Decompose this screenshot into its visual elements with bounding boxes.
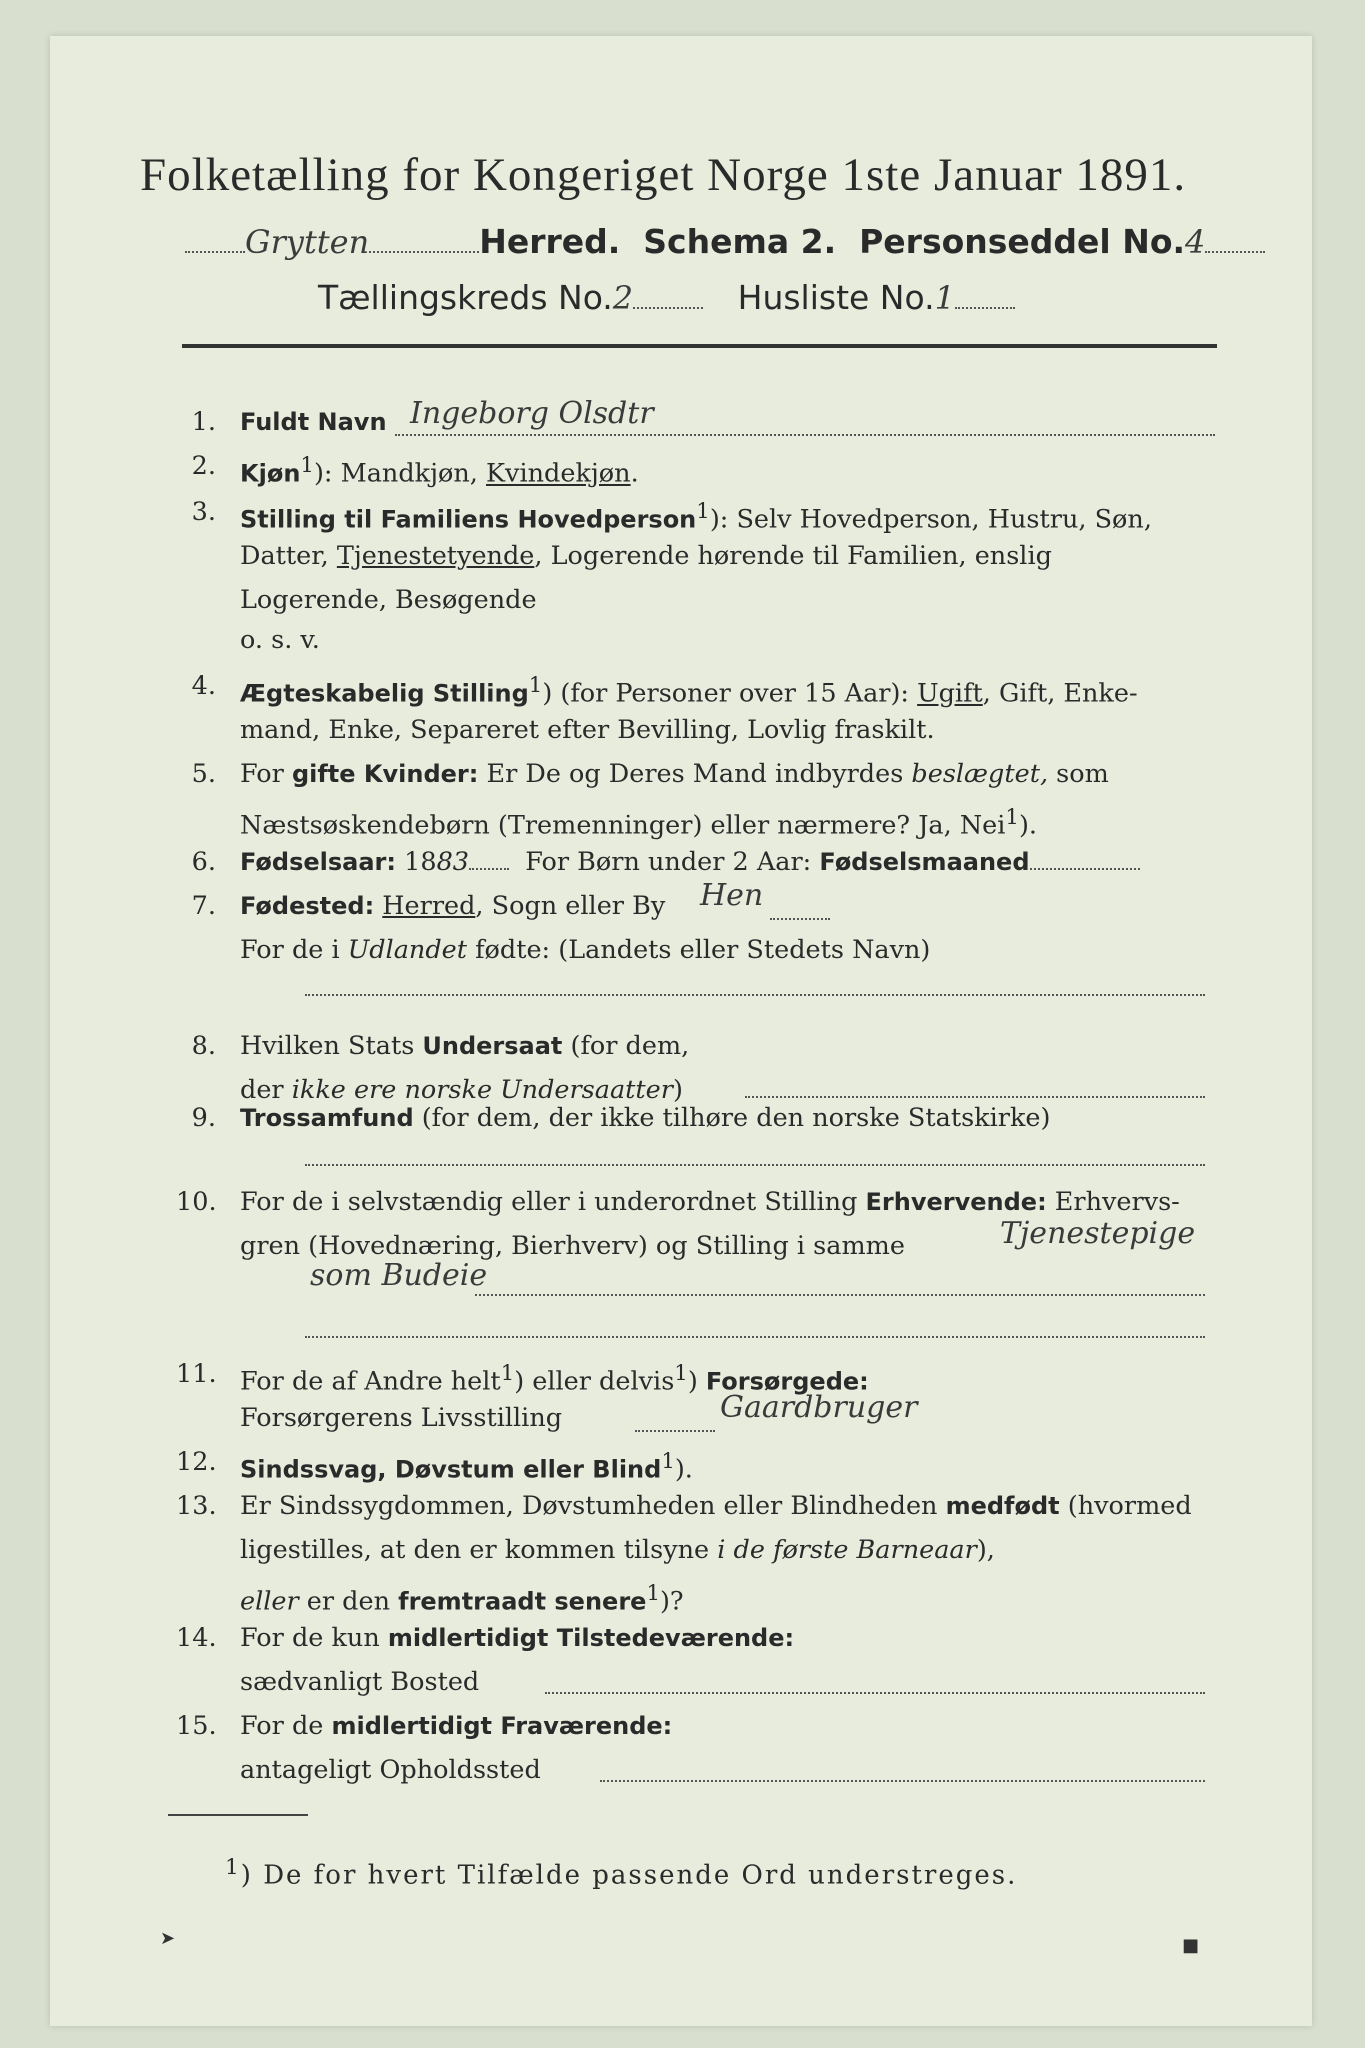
personseddel-label: Personseddel No.: [859, 222, 1186, 261]
herred-label: Herred.: [479, 222, 621, 261]
provider-handwriting: Gaardbruger: [720, 1390, 918, 1425]
herred-name: Grytten: [245, 223, 370, 261]
birthplace-handwriting: Hen: [700, 878, 764, 913]
form-title: Folketælling for Kongeriget Norge 1ste Januar 1891.: [140, 149, 1187, 201]
header-rule: [182, 344, 1217, 348]
kreds-label: Tællingskreds No.: [318, 278, 613, 317]
corner-mark-right: ■: [1182, 1935, 1200, 1956]
footnote-rule: [168, 1814, 308, 1816]
occupation-handwriting-1: Tjenestepige: [1000, 1216, 1196, 1251]
personseddel-number: 4: [1185, 223, 1206, 261]
husliste-number: 1: [934, 279, 955, 317]
corner-mark-left: ➤: [160, 1928, 176, 1949]
header-line-1: [185, 222, 1265, 261]
husliste-label: Husliste No.: [737, 278, 935, 317]
occupation-handwriting-2: som Budeie: [310, 1258, 488, 1293]
name-handwriting: Ingeborg Olsdtr: [410, 396, 654, 431]
footnote: $^1$) De for hvert Tilfælde passende Ord understreges.: [225, 1855, 1018, 1891]
kreds-number: 2: [612, 279, 634, 317]
birth-year-handwriting: 83: [436, 847, 470, 877]
header-line-2: [318, 278, 1015, 317]
schema-label: Schema 2.: [643, 222, 837, 261]
